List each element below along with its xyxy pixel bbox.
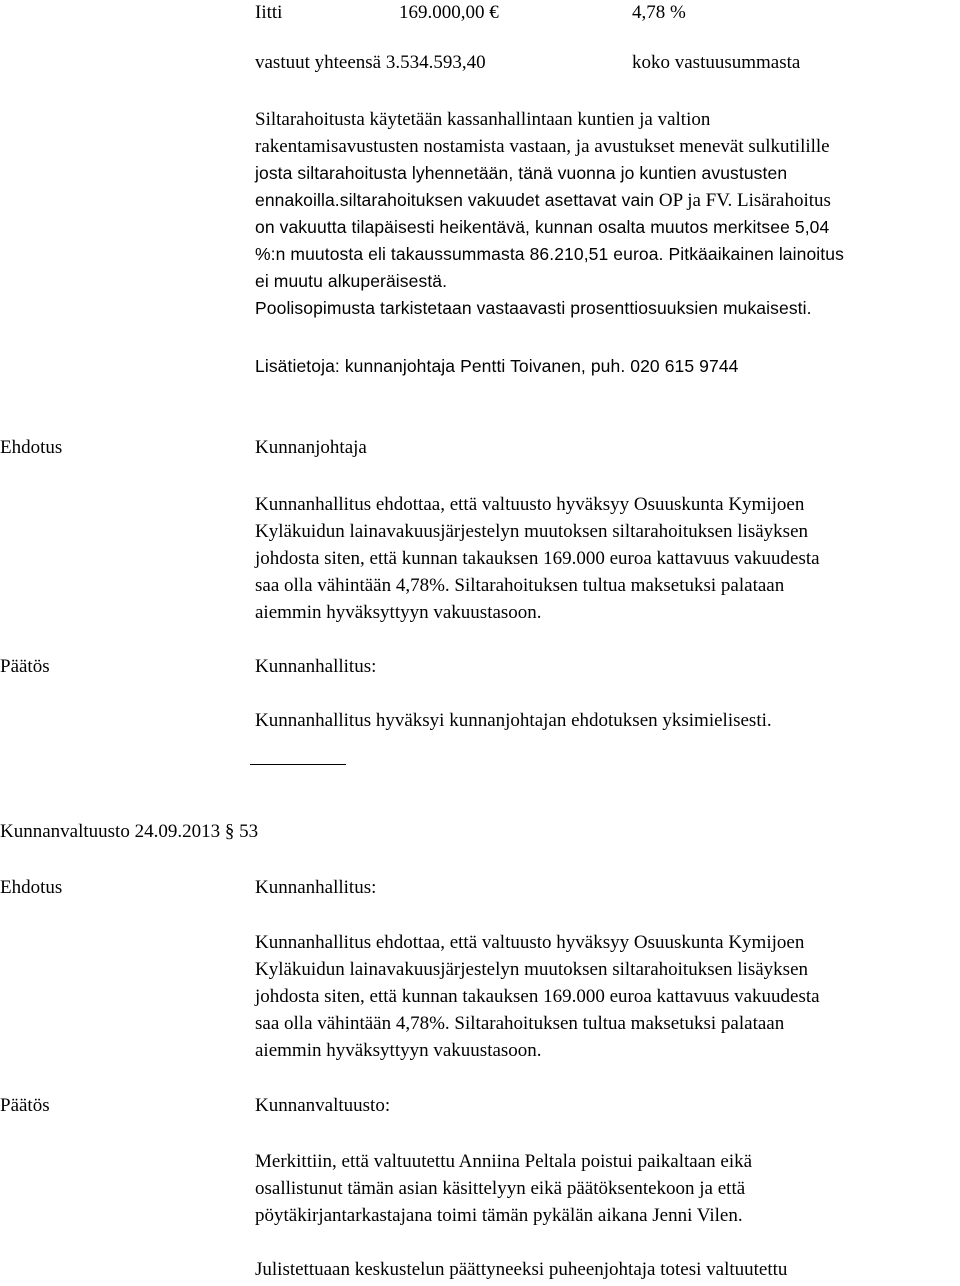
proposal-2-line-4: saa olla vähintään 4,78%. Siltarahoituksen tultua maksetuksi palataan: [255, 1013, 785, 1034]
explanation-line-4: [255, 187, 831, 214]
decision-2-line-2: osallistunut tämän asian käsittelyyn eikä päätöksentekoon ja että: [255, 1178, 746, 1199]
proposal-1-line-3: johdosta siten, että kunnan takauksen 169.000 euroa kattavuus vakuudesta: [255, 548, 820, 569]
ehdotus-label-1: Ehdotus: [0, 437, 63, 458]
ehdotus-by-2: Kunnanhallitus:: [255, 877, 377, 898]
proposal-2-line-1: Kunnanhallitus ehdottaa, että valtuusto hyväksyy Osuuskunta Kymijoen: [255, 932, 805, 953]
explanation-line-3: josta siltarahoitusta lyhennetään, tänä vuonna jo kuntien avustusten: [255, 163, 788, 183]
proposal-2-line-2: Kyläkuidun lainavakuusjärjestelyn muutoksen siltarahoituksen lisäyksen: [255, 959, 809, 980]
explanation-line-6: %:n muutosta eli takaussummasta 86.210,51 euroa. Pitkäaikainen lainoitus: [255, 244, 844, 264]
proposal-1-line-4: saa olla vähintään 4,78%. Siltarahoituksen tultua maksetuksi palataan: [255, 575, 785, 596]
explanation-line-4-part-1: ennakoilla.siltarahoituksen vakuudet asettavat vain: [255, 190, 655, 210]
total-liabilities: vastuut yhteensä 3.534.593,40: [255, 52, 486, 73]
explanation-line-2: rakentamisavustusten nostamista vastaan, ja avustukset menevät sulkutilille: [255, 136, 830, 157]
paatos-by-2: Kunnanvaltuusto:: [255, 1095, 391, 1116]
decision-2-line-3: pöytäkirjantarkastajana toimi tämän pykälän aikana Jenni Vilen.: [255, 1205, 743, 1226]
proposal-2-line-5: aiemmin hyväksyttyyn vakuustasoon.: [255, 1040, 542, 1061]
explanation-line-4-part-2: OP ja FV. Lisärahoitus: [654, 190, 831, 211]
explanation-line-5: on vakuutta tilapäisesti heikentävä, kunnan osalta muutos merkitsee 5,04: [255, 217, 830, 237]
proposal-1-line-1: Kunnanhallitus ehdottaa, että valtuusto hyväksyy Osuuskunta Kymijoen: [255, 494, 805, 515]
explanation-line-7: ei muutu alkuperäisestä.: [255, 271, 448, 291]
paatos-label-1: Päätös: [0, 656, 50, 677]
decision-2-line-1: Merkittiin, että valtuutettu Anniina Peltala poistui paikaltaan eikä: [255, 1151, 753, 1172]
row-label-iitti: Iitti: [255, 2, 283, 23]
explanation-line-1: Siltarahoitusta käytetään kassanhallintaan kuntien ja valtion: [255, 109, 711, 130]
proposal-2-line-3: johdosta siten, että kunnan takauksen 169.000 euroa kattavuus vakuudesta: [255, 986, 820, 1007]
row-amount: 169.000,00 €: [399, 2, 499, 23]
contact-info: Lisätietoja: kunnanjohtaja Pentti Toivanen, puh. 020 615 9744: [255, 356, 739, 376]
section-divider: [250, 764, 346, 765]
proposal-1-line-5: aiemmin hyväksyttyyn vakuustasoon.: [255, 602, 542, 623]
total-liabilities-note: koko vastuusummasta: [632, 52, 801, 73]
proposal-1-line-2: Kyläkuidun lainavakuusjärjestelyn muutoksen siltarahoituksen lisäyksen: [255, 521, 809, 542]
row-percent: 4,78 %: [632, 2, 686, 23]
section-2-heading: Kunnanvaltuusto 24.09.2013 § 53: [0, 821, 259, 842]
ehdotus-by-1: Kunnanjohtaja: [255, 437, 367, 458]
closing-line: Julistettuaan keskustelun päättyneeksi puheenjohtaja totesi valtuutettu: [255, 1259, 788, 1280]
ehdotus-label-2: Ehdotus: [0, 877, 63, 898]
paatos-by-1: Kunnanhallitus:: [255, 656, 377, 677]
paatos-label-2: Päätös: [0, 1095, 50, 1116]
explanation-line-8: Poolisopimusta tarkistetaan vastaavasti prosenttiosuuksien mukaisesti.: [255, 298, 812, 318]
decision-1: Kunnanhallitus hyväksyi kunnanjohtajan ehdotuksen yksimielisesti.: [255, 710, 772, 731]
